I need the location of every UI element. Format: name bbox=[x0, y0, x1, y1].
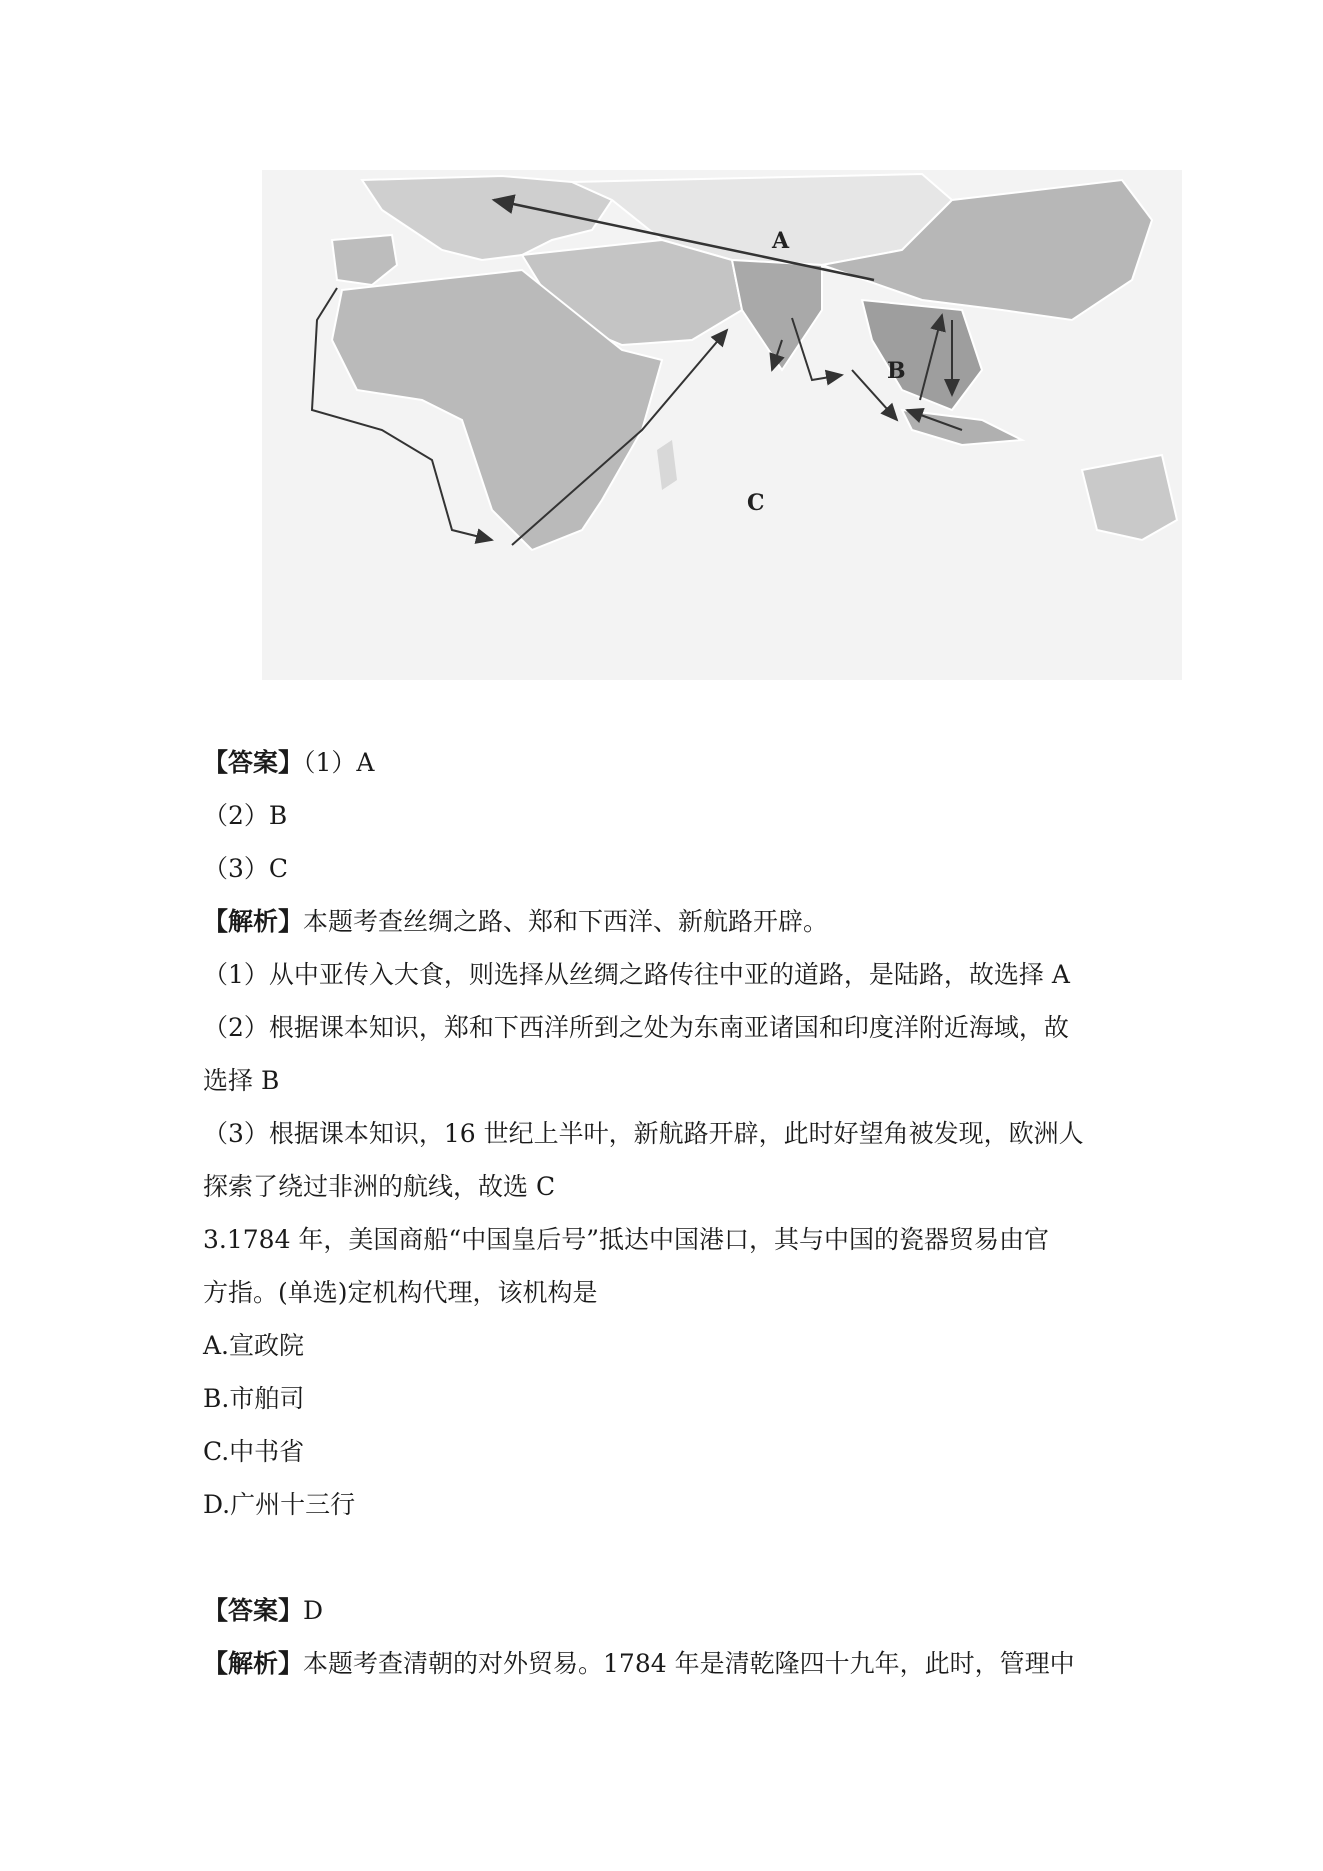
line-text: D bbox=[303, 1596, 324, 1625]
line-text: 本题考查清朝的对外贸易。1784 年是清乾隆四十九年，此时，管理中 bbox=[303, 1649, 1075, 1678]
section-tag: 【解析】 bbox=[203, 907, 304, 936]
analysis-1-item3b bbox=[203, 1160, 1143, 1213]
question-3-line1 bbox=[203, 1213, 1143, 1266]
line-text: 本题考查丝绸之路、郑和下西洋、新航路开辟。 bbox=[303, 907, 829, 936]
analysis-3-heading bbox=[203, 1637, 1143, 1690]
line-text: 选择 B bbox=[203, 1066, 280, 1095]
analysis-1-item1 bbox=[203, 948, 1143, 1001]
option-c bbox=[203, 1425, 1143, 1478]
blank-gap bbox=[203, 1531, 1143, 1584]
line-text: 3.1784 年，美国商船“中国皇后号”抵达中国港口，其与中国的瓷器贸易由官 bbox=[203, 1225, 1049, 1254]
route-map bbox=[262, 170, 1182, 680]
label-a: A bbox=[772, 228, 790, 254]
line-text: A.宣政院 bbox=[203, 1331, 305, 1360]
option-a bbox=[203, 1319, 1143, 1372]
line-text: （1）从中亚传入大食，则选择从丝绸之路传往中亚的道路，是陆路，故选择 A bbox=[203, 960, 1070, 989]
line-text: 方指。(单选)定机构代理，该机构是 bbox=[203, 1278, 598, 1307]
answer-1-part3 bbox=[203, 842, 1143, 895]
analysis-1-item2b bbox=[203, 1054, 1143, 1107]
line-text: D.广州十三行 bbox=[203, 1490, 356, 1519]
route-map-svg bbox=[262, 170, 1182, 680]
question-3-line2 bbox=[203, 1266, 1143, 1319]
document-body bbox=[203, 736, 1143, 1690]
section-tag: 【答案】 bbox=[203, 1596, 304, 1625]
line-text: （3）C bbox=[203, 854, 289, 883]
label-b: B bbox=[887, 358, 906, 384]
answer-1-part2 bbox=[203, 789, 1143, 842]
line-text: 探索了绕过非洲的航线，故选 C bbox=[203, 1172, 556, 1201]
option-d bbox=[203, 1478, 1143, 1531]
line-text: （3）根据课本知识，16 世纪上半叶，新航路开辟，此时好望角被发现，欧洲人 bbox=[203, 1119, 1084, 1148]
line-text: （2）根据课本知识，郑和下西洋所到之处为东南亚诸国和印度洋附近海域，故 bbox=[203, 1013, 1069, 1042]
line-text: （2）B bbox=[203, 801, 288, 830]
analysis-1-item3a bbox=[203, 1107, 1143, 1160]
line-text: C.中书省 bbox=[203, 1437, 305, 1466]
analysis-1-heading bbox=[203, 895, 1143, 948]
section-tag: 【答案】 bbox=[203, 748, 304, 777]
australia-region bbox=[1082, 455, 1177, 540]
option-b bbox=[203, 1372, 1143, 1425]
section-tag: 【解析】 bbox=[203, 1649, 304, 1678]
label-c: C bbox=[747, 490, 765, 516]
analysis-1-item2a bbox=[203, 1001, 1143, 1054]
line-text: B.市舶司 bbox=[203, 1384, 305, 1413]
answer-1-label bbox=[203, 736, 1143, 789]
line-text: （1）A bbox=[303, 748, 375, 777]
answer-3-label bbox=[203, 1584, 1143, 1637]
